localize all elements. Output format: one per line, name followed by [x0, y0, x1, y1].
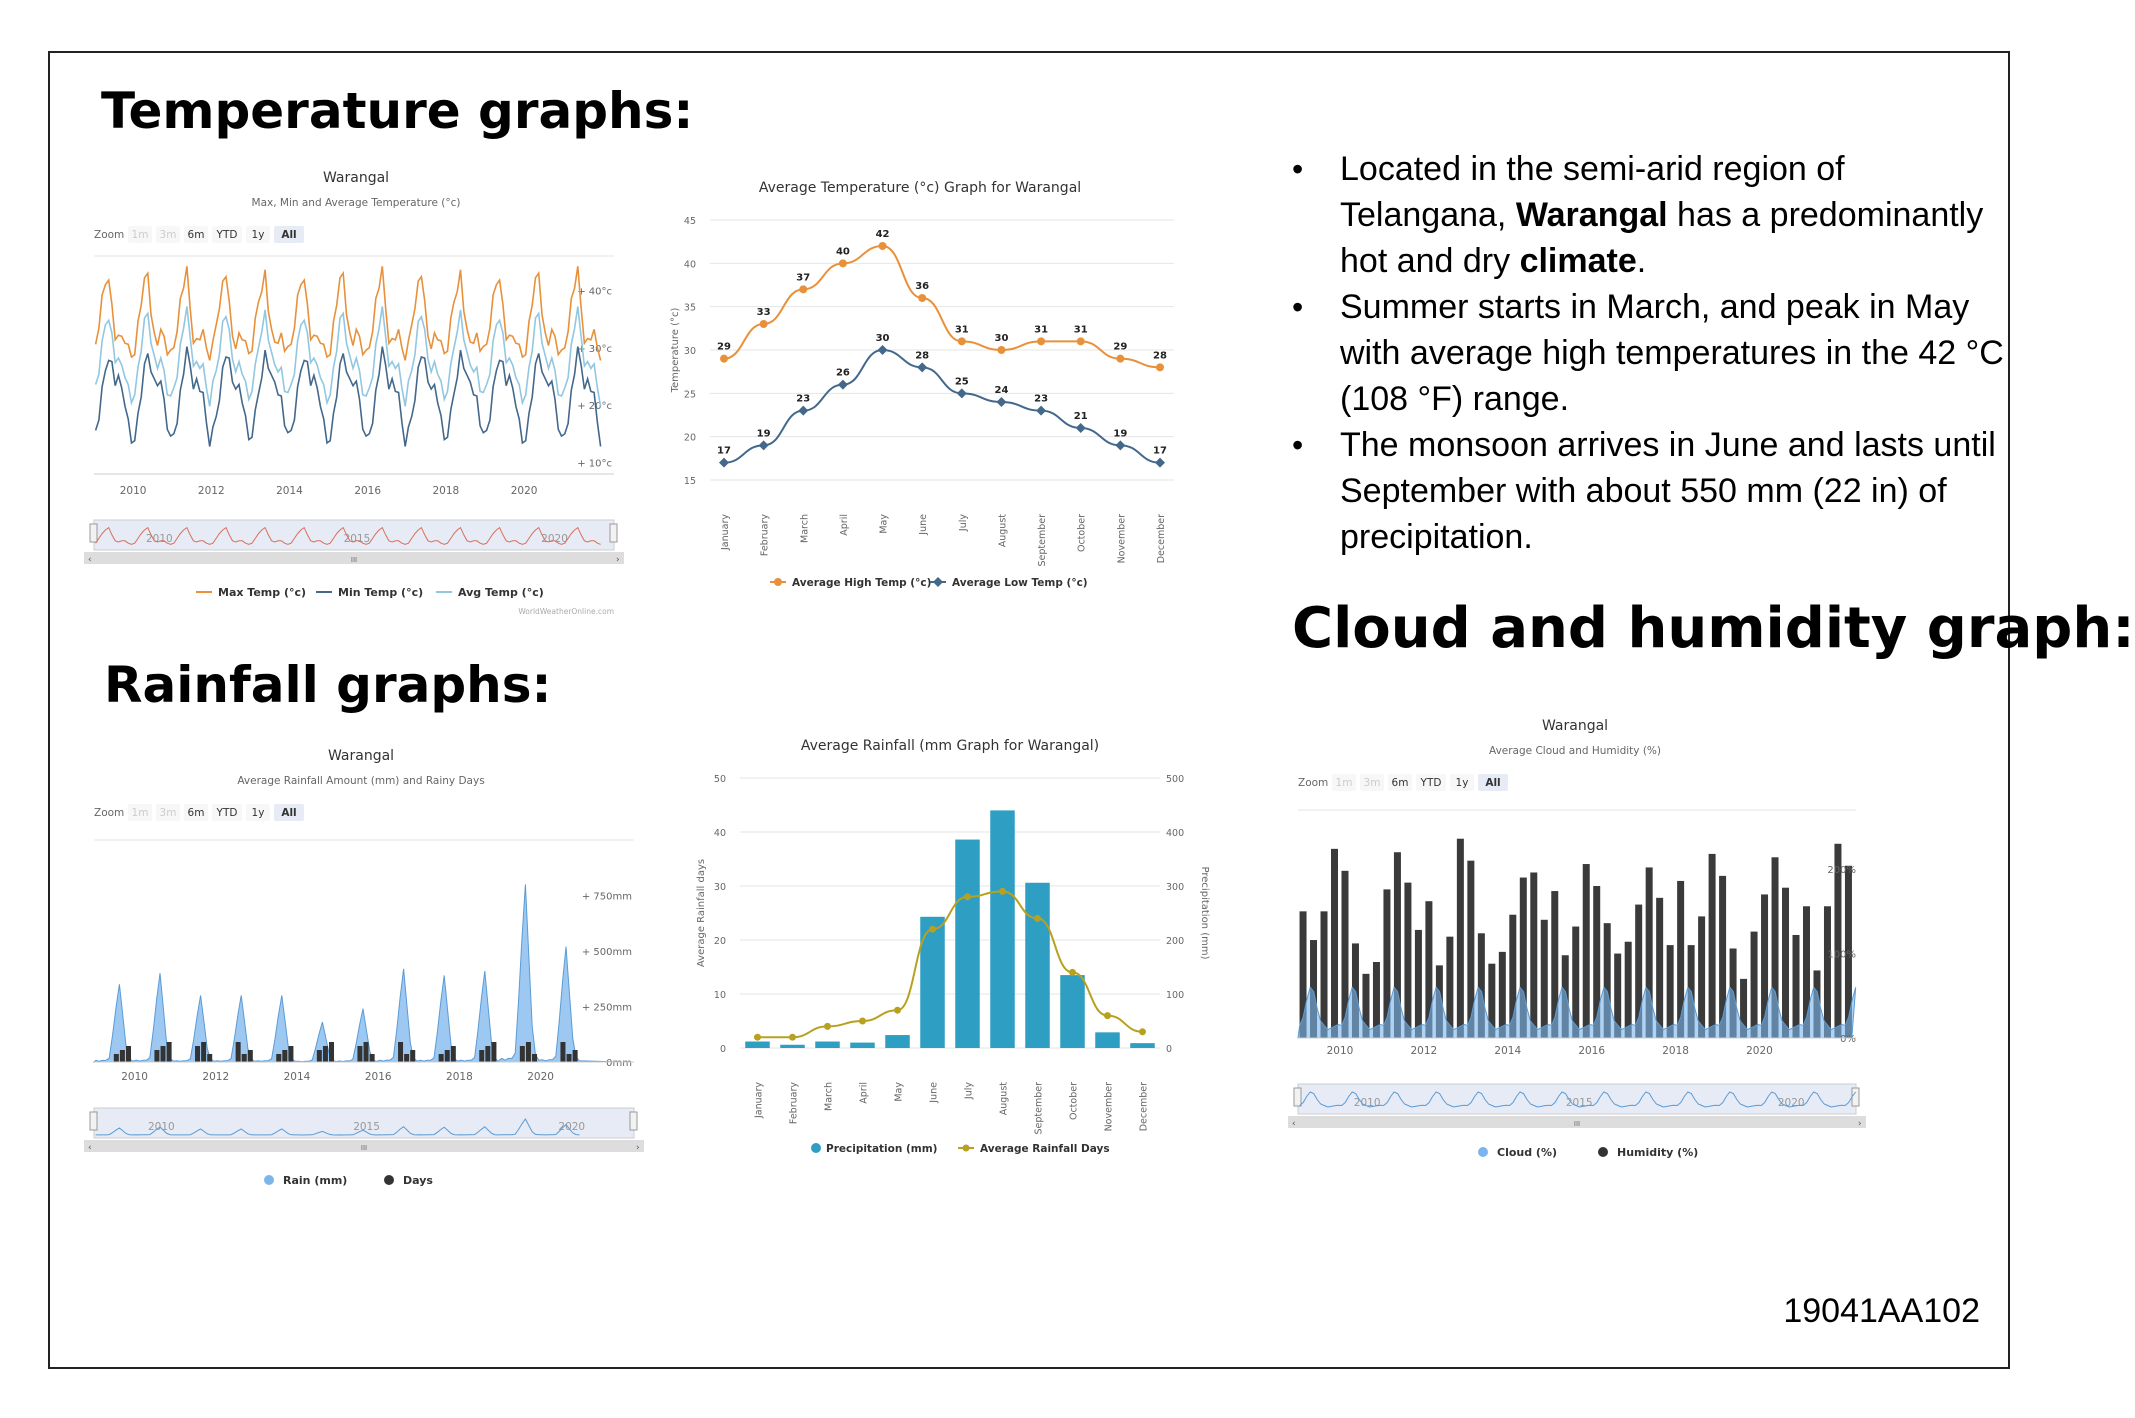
- precipitation-bar: [885, 1035, 910, 1048]
- precipitation-bar: [1095, 1032, 1120, 1048]
- x-tick-label: March: [823, 1082, 835, 1111]
- zoom-label: Zoom: [94, 807, 125, 819]
- data-label: 31: [1073, 324, 1088, 336]
- x-tick-label: 2010: [1326, 1045, 1354, 1057]
- rainy-days-bar: [167, 1042, 172, 1062]
- navigator-handle-left[interactable]: [90, 524, 97, 542]
- data-point: [894, 1007, 901, 1014]
- scroll-left-arrow: ‹: [88, 555, 92, 565]
- zoom-button-label: All: [281, 807, 297, 819]
- y-tick-label-right: 500: [1166, 774, 1185, 785]
- x-tick-label: July: [957, 514, 969, 532]
- x-tick-label: 2012: [202, 1071, 230, 1083]
- y-tick-label: 45: [683, 216, 696, 227]
- data-label: 29: [1113, 341, 1128, 353]
- rainy-days-bar: [161, 1046, 166, 1062]
- data-label: 33: [756, 307, 771, 318]
- average-rainfall-chart: [690, 726, 1210, 1176]
- data-label: 29: [717, 341, 731, 353]
- data-point: [1139, 1028, 1146, 1035]
- x-tick-label: 2010: [121, 1071, 148, 1083]
- humidity-bar: [1667, 945, 1674, 1038]
- x-tick-label: October: [1068, 1082, 1080, 1121]
- zoom-button-label: 3m: [1363, 777, 1381, 789]
- x-tick-label: 2016: [364, 1071, 392, 1083]
- legend-marker: [774, 578, 782, 586]
- x-tick-label: 2018: [432, 485, 460, 497]
- zoom-button-label: 6m: [1391, 777, 1409, 789]
- rainy-days-bar: [288, 1046, 293, 1062]
- navigator-handle-left[interactable]: [90, 1112, 97, 1130]
- x-tick-label: September: [1037, 514, 1049, 567]
- y-tick-label: 15: [683, 476, 696, 487]
- humidity-bar: [1782, 888, 1789, 1038]
- zoom-button-label: YTD: [216, 229, 238, 241]
- x-tick-label: January: [753, 1082, 765, 1119]
- precipitation-bar: [815, 1042, 840, 1048]
- data-point: [1036, 406, 1046, 416]
- data-label: 30: [994, 333, 1009, 344]
- navigator-handle-right[interactable]: [610, 524, 617, 542]
- rainy-days-bar: [195, 1046, 200, 1062]
- data-point: [1155, 458, 1165, 468]
- data-label: 17: [1153, 445, 1167, 457]
- legend-label: Rain (mm): [283, 1174, 348, 1187]
- data-point: [997, 346, 1005, 354]
- y-tick-label-right: 400: [1166, 828, 1185, 839]
- rainy-days-bar: [126, 1046, 131, 1062]
- scrollbar-grip: III: [350, 556, 358, 564]
- y-tick-label-right: 300: [1166, 882, 1185, 893]
- y-tick-label-left: 50: [713, 774, 726, 785]
- navigator-handle-right[interactable]: [1852, 1088, 1859, 1106]
- data-point: [859, 1018, 866, 1025]
- rainy-days-bar: [445, 1050, 450, 1062]
- rainfall-history-chart: [86, 744, 640, 1194]
- x-tick-label: 2010: [119, 485, 147, 497]
- rainy-days-bar: [479, 1050, 484, 1062]
- x-tick-label: December: [1156, 514, 1167, 564]
- legend-label: Average High Temp (°c): [792, 577, 932, 589]
- data-point: [720, 355, 728, 363]
- x-tick-label: August: [997, 514, 1009, 548]
- rainy-days-bar: [520, 1046, 525, 1062]
- rainy-days-bar: [323, 1046, 328, 1062]
- zoom-button-label: 1y: [251, 807, 265, 819]
- y-axis-label-left: Average Rainfall days: [696, 858, 707, 968]
- rainy-days-bar: [207, 1054, 212, 1062]
- x-tick-label: November: [1116, 514, 1128, 564]
- y-tick-label: + 500mm: [581, 947, 632, 958]
- zoom-button-label: YTD: [1420, 777, 1442, 789]
- bullet-text: .: [1636, 242, 1647, 280]
- legend-marker: [384, 1175, 394, 1185]
- legend-label: Min Temp (°c): [338, 586, 424, 599]
- average-temperature-chart: [664, 170, 1184, 600]
- precipitation-bar: [1130, 1043, 1155, 1048]
- y-tick-label: 20: [683, 432, 696, 444]
- x-tick-label: 2014: [283, 1071, 311, 1083]
- rainy-days-bar: [276, 1054, 281, 1062]
- data-label: 42: [875, 229, 890, 240]
- x-tick-label: August: [998, 1082, 1010, 1116]
- rainy-days-bar: [451, 1046, 456, 1062]
- data-point: [789, 1034, 796, 1041]
- rainy-days-bar: [560, 1042, 565, 1062]
- x-tick-label: June: [918, 514, 930, 535]
- data-label: 19: [1113, 428, 1128, 440]
- x-tick-label: March: [799, 514, 811, 543]
- x-tick-label: November: [1103, 1082, 1115, 1132]
- climate-bullet-list: [1292, 146, 2012, 560]
- humidity-bar: [1625, 942, 1632, 1038]
- bullet-text: The monsoon arrives in June and lasts until September with about 550 mm (22 in) of precipitation.: [1340, 426, 1996, 556]
- rainy-days-bar: [357, 1046, 362, 1062]
- humidity-bar: [1709, 854, 1716, 1038]
- data-label: 40: [835, 246, 850, 258]
- zoom-button-label: 6m: [187, 229, 205, 241]
- data-point: [1034, 915, 1041, 922]
- y-axis-label-right: Precipitation (mm): [1199, 866, 1210, 960]
- x-tick-label: 2018: [446, 1071, 473, 1083]
- x-tick-label: September: [1033, 1082, 1045, 1135]
- legend-label: Avg Temp (°c): [458, 586, 544, 599]
- zoom-button-label: 1y: [251, 229, 265, 241]
- y-tick-label-left: 10: [713, 990, 726, 1001]
- scroll-left-arrow: ‹: [1292, 1119, 1296, 1129]
- rainy-days-bar: [485, 1046, 490, 1062]
- data-point: [878, 345, 888, 355]
- x-tick-label: April: [838, 514, 850, 536]
- y-tick-label: + 10°c: [577, 458, 612, 470]
- zoom-button-label: 1m: [1335, 777, 1353, 789]
- legend-label: Average Low Temp (°c): [952, 577, 1088, 589]
- legend-marker: [264, 1175, 274, 1185]
- data-label: 23: [796, 393, 811, 405]
- data-point: [1076, 423, 1086, 433]
- rainy-days-bar: [526, 1042, 531, 1062]
- x-tick-label: 2016: [354, 485, 382, 497]
- legend-label: Precipitation (mm): [826, 1143, 938, 1155]
- zoom-button-label: All: [1485, 777, 1501, 789]
- humidity-bar: [1530, 872, 1537, 1038]
- humidity-bar: [1331, 849, 1338, 1038]
- temperature-history-chart: [86, 166, 626, 620]
- y-tick-label-left: 30: [713, 882, 726, 893]
- precipitation-bar: [1060, 975, 1085, 1048]
- scrollbar-grip: III: [1573, 1120, 1581, 1128]
- cloud-humidity-chart: [1290, 714, 1860, 1164]
- chart-title: Warangal: [1541, 718, 1609, 734]
- rainy-days-bar: [201, 1042, 206, 1062]
- rainfall-heading: Rainfall graphs:: [104, 656, 552, 714]
- bold-text: climate: [1519, 242, 1637, 280]
- y-tick-label: + 750mm: [581, 891, 632, 903]
- x-tick-label: 2018: [1662, 1045, 1689, 1057]
- data-point: [929, 926, 936, 933]
- data-label: 24: [994, 385, 1009, 396]
- y-tick-label-right: 200: [1166, 936, 1185, 947]
- humidity-bar: [1321, 911, 1328, 1038]
- bullet-item: [1292, 146, 2012, 284]
- data-point: [917, 362, 927, 372]
- y-tick-label: + 250mm: [581, 1002, 632, 1014]
- navigator-label: 2010: [148, 1121, 175, 1133]
- navigator-label: 2015: [1565, 1097, 1593, 1109]
- x-tick-label: 2014: [276, 485, 303, 497]
- bullet-text: Summer starts in March, and peak in May with average high temperatures in the 42 °C (108 °F) range.: [1340, 288, 2004, 418]
- rainy-days-bar: [370, 1054, 375, 1062]
- data-point: [824, 1023, 831, 1030]
- data-point: [1156, 363, 1164, 371]
- data-point: [964, 893, 971, 900]
- humidity-bar: [1824, 906, 1831, 1038]
- zoom-button-label: YTD: [216, 807, 238, 819]
- y-axis-label: Temperature (°c): [670, 307, 681, 393]
- bold-text: Warangal: [1515, 196, 1668, 234]
- data-label: 36: [915, 281, 930, 292]
- data-point: [996, 397, 1006, 407]
- data-point: [958, 337, 966, 345]
- precipitation-bar: [745, 1042, 770, 1048]
- y-tick-label: 30: [683, 346, 696, 357]
- data-point: [839, 259, 847, 267]
- data-label: 37: [796, 272, 811, 284]
- x-tick-label: 2012: [1410, 1045, 1438, 1057]
- x-tick-label: 2014: [1494, 1045, 1522, 1057]
- x-tick-label: July: [963, 1082, 975, 1100]
- precipitation-bar: [780, 1045, 805, 1048]
- legend-label: Cloud (%): [1497, 1146, 1558, 1159]
- rainy-days-bar: [364, 1042, 369, 1062]
- cloud-heading: Cloud and humidity graph:: [1292, 596, 2135, 661]
- y-tick-label-left: 0: [719, 1044, 726, 1055]
- data-point: [1115, 440, 1125, 450]
- data-point: [838, 380, 848, 390]
- navigator-label: 2010: [146, 533, 173, 545]
- y-tick-label: 100%: [1827, 949, 1856, 961]
- legend-label: Average Rainfall Days: [980, 1143, 1110, 1155]
- rainy-days-bar: [114, 1054, 119, 1062]
- humidity-bar: [1583, 864, 1590, 1038]
- bullet-item: [1292, 284, 2012, 422]
- y-tick-label: 25: [683, 389, 696, 401]
- precipitation-bar: [955, 840, 980, 1048]
- zoom-button-label: 6m: [187, 807, 205, 819]
- y-tick-label: 0%: [1840, 1034, 1856, 1045]
- y-tick-label: + 40°c: [577, 286, 612, 298]
- y-tick-label: 0mm: [606, 1058, 632, 1069]
- temperature-heading: Temperature graphs:: [101, 82, 694, 140]
- data-point: [879, 242, 887, 250]
- legend-marker: [1598, 1147, 1608, 1157]
- series-line: [724, 350, 1160, 463]
- navigator-handle-right[interactable]: [630, 1112, 637, 1130]
- y-tick-label: + 20°c: [577, 401, 612, 413]
- precipitation-bar: [850, 1043, 875, 1048]
- x-tick-label: May: [893, 1082, 905, 1102]
- navigator-label: 2020: [1777, 1097, 1805, 1109]
- data-label: 17: [717, 445, 731, 457]
- y-tick-label: 40: [683, 259, 696, 271]
- precipitation-bar: [990, 810, 1015, 1048]
- x-tick-label: October: [1076, 514, 1088, 553]
- data-point: [957, 388, 967, 398]
- data-point: [1116, 355, 1124, 363]
- y-tick-label: 200%: [1827, 865, 1856, 877]
- data-point: [754, 1034, 761, 1041]
- data-point: [1077, 337, 1085, 345]
- chart-subtitle: Average Rainfall Amount (mm) and Rainy Days: [237, 775, 485, 787]
- legend-label: Max Temp (°c): [218, 586, 307, 599]
- chart-title: Warangal: [327, 748, 395, 764]
- rainy-days-bar: [439, 1054, 444, 1062]
- zoom-button-label: 1y: [1455, 777, 1469, 789]
- humidity-bar: [1541, 920, 1548, 1038]
- bullet-text: Located in the semi-arid region of Telangana,: [1340, 150, 1845, 234]
- data-point: [798, 406, 808, 416]
- navigator-label: 2020: [558, 1121, 586, 1133]
- data-point: [999, 888, 1006, 895]
- chart-title: Warangal: [322, 170, 390, 186]
- data-point: [1037, 337, 1045, 345]
- y-tick-label-right: 0: [1166, 1044, 1173, 1055]
- data-label: 21: [1073, 411, 1088, 422]
- y-tick-label: 35: [683, 302, 696, 314]
- data-point: [1104, 1012, 1111, 1019]
- legend-label: Days: [403, 1174, 433, 1187]
- data-label: 30: [875, 333, 890, 344]
- navigator-handle-left[interactable]: [1294, 1088, 1301, 1106]
- data-label: 31: [1034, 324, 1049, 336]
- rain-area: [94, 884, 620, 1062]
- rainy-days-bar: [242, 1054, 247, 1062]
- data-point: [759, 440, 769, 450]
- rainy-days-bar: [491, 1042, 496, 1062]
- y-tick-label-left: 20: [713, 936, 726, 947]
- x-tick-label: 2020: [527, 1071, 554, 1083]
- zoom-button-label: 1m: [131, 807, 149, 819]
- data-label: 28: [1153, 350, 1167, 362]
- rainy-days-bar: [236, 1042, 241, 1062]
- data-point: [760, 320, 768, 328]
- humidity-bar: [1698, 916, 1705, 1038]
- x-tick-label: 2012: [197, 485, 225, 497]
- y-tick-label-left: 40: [713, 828, 726, 839]
- scroll-right-arrow: ›: [636, 1143, 640, 1153]
- y-tick-label: + 30°c: [577, 343, 612, 355]
- chart-credit: WorldWeatherOnline.com: [518, 607, 614, 616]
- x-tick-label: June: [928, 1082, 940, 1103]
- data-point: [799, 285, 807, 293]
- chart-title: Average Rainfall (mm Graph for Warangal): [800, 738, 1100, 754]
- x-tick-label: January: [720, 514, 731, 551]
- x-tick-label: 2016: [1578, 1045, 1606, 1057]
- data-point: [719, 458, 729, 468]
- rainy-days-bar: [410, 1050, 415, 1062]
- zoom-button-label: 3m: [159, 229, 177, 241]
- x-tick-label: May: [878, 514, 890, 534]
- data-label: 23: [1034, 393, 1049, 405]
- student-id: 19041AA102: [1783, 1292, 1980, 1330]
- rainy-days-bar: [573, 1050, 578, 1062]
- legend-marker: [1478, 1147, 1488, 1157]
- scrollbar-grip: III: [360, 1144, 368, 1152]
- scroll-left-arrow: ‹: [88, 1143, 92, 1153]
- x-tick-label: December: [1138, 1082, 1150, 1132]
- humidity-bar: [1404, 883, 1411, 1038]
- rainy-days-bar: [532, 1054, 537, 1062]
- humidity-bar: [1656, 898, 1663, 1038]
- data-point: [1069, 969, 1076, 976]
- navigator-label: 2015: [343, 533, 371, 545]
- zoom-button-label: 3m: [159, 807, 177, 819]
- bullet-text: has a predominantly hot and dry: [1340, 196, 1984, 280]
- data-point: [918, 294, 926, 302]
- chart-title: Average Temperature (°c) Graph for Warangal: [758, 180, 1082, 196]
- zoom-button-label: All: [281, 229, 297, 241]
- legend-marker: [963, 1145, 970, 1152]
- zoom-label: Zoom: [94, 229, 125, 241]
- scroll-right-arrow: ›: [1858, 1119, 1862, 1129]
- rainy-days-bar: [317, 1050, 322, 1062]
- x-tick-label: 2020: [510, 485, 538, 497]
- zoom-label: Zoom: [1298, 777, 1329, 789]
- chart-subtitle: Average Cloud and Humidity (%): [1489, 745, 1661, 757]
- rainy-days-bar: [567, 1054, 572, 1062]
- x-tick-label: February: [759, 514, 771, 557]
- legend-marker: [811, 1143, 821, 1153]
- scroll-right-arrow: ›: [616, 555, 620, 565]
- legend-marker: [933, 577, 943, 587]
- precipitation-bar: [1025, 883, 1050, 1048]
- humidity-bar: [1751, 932, 1758, 1038]
- x-tick-label: 2020: [1746, 1045, 1773, 1057]
- rainy-days-bar: [404, 1054, 409, 1062]
- rainy-days-bar: [329, 1042, 334, 1062]
- rainy-days-bar: [248, 1050, 253, 1062]
- humidity-bar: [1457, 839, 1464, 1038]
- navigator-label: 2015: [353, 1121, 380, 1133]
- data-label: 28: [915, 350, 930, 362]
- humidity-bar: [1793, 935, 1800, 1038]
- rainy-days-bar: [120, 1050, 125, 1062]
- zoom-button-label: 1m: [131, 229, 149, 241]
- navigator-label: 2020: [541, 533, 568, 545]
- legend-label: Humidity (%): [1617, 1146, 1699, 1159]
- y-tick-label-right: 100: [1166, 990, 1185, 1001]
- navigator-label: 2010: [1353, 1097, 1381, 1109]
- bullet-item: [1292, 422, 2012, 560]
- data-label: 19: [756, 428, 771, 440]
- x-tick-label: April: [858, 1082, 870, 1104]
- data-label: 25: [954, 376, 969, 388]
- chart-subtitle: Max, Min and Average Temperature (°c): [251, 197, 461, 209]
- humidity-bar: [1415, 930, 1422, 1038]
- rainy-days-bar: [154, 1050, 159, 1062]
- x-tick-label: February: [788, 1082, 800, 1125]
- data-label: 31: [954, 324, 969, 336]
- rainy-days-bar: [398, 1042, 403, 1062]
- data-label: 26: [835, 367, 850, 379]
- rainy-days-bar: [282, 1050, 287, 1062]
